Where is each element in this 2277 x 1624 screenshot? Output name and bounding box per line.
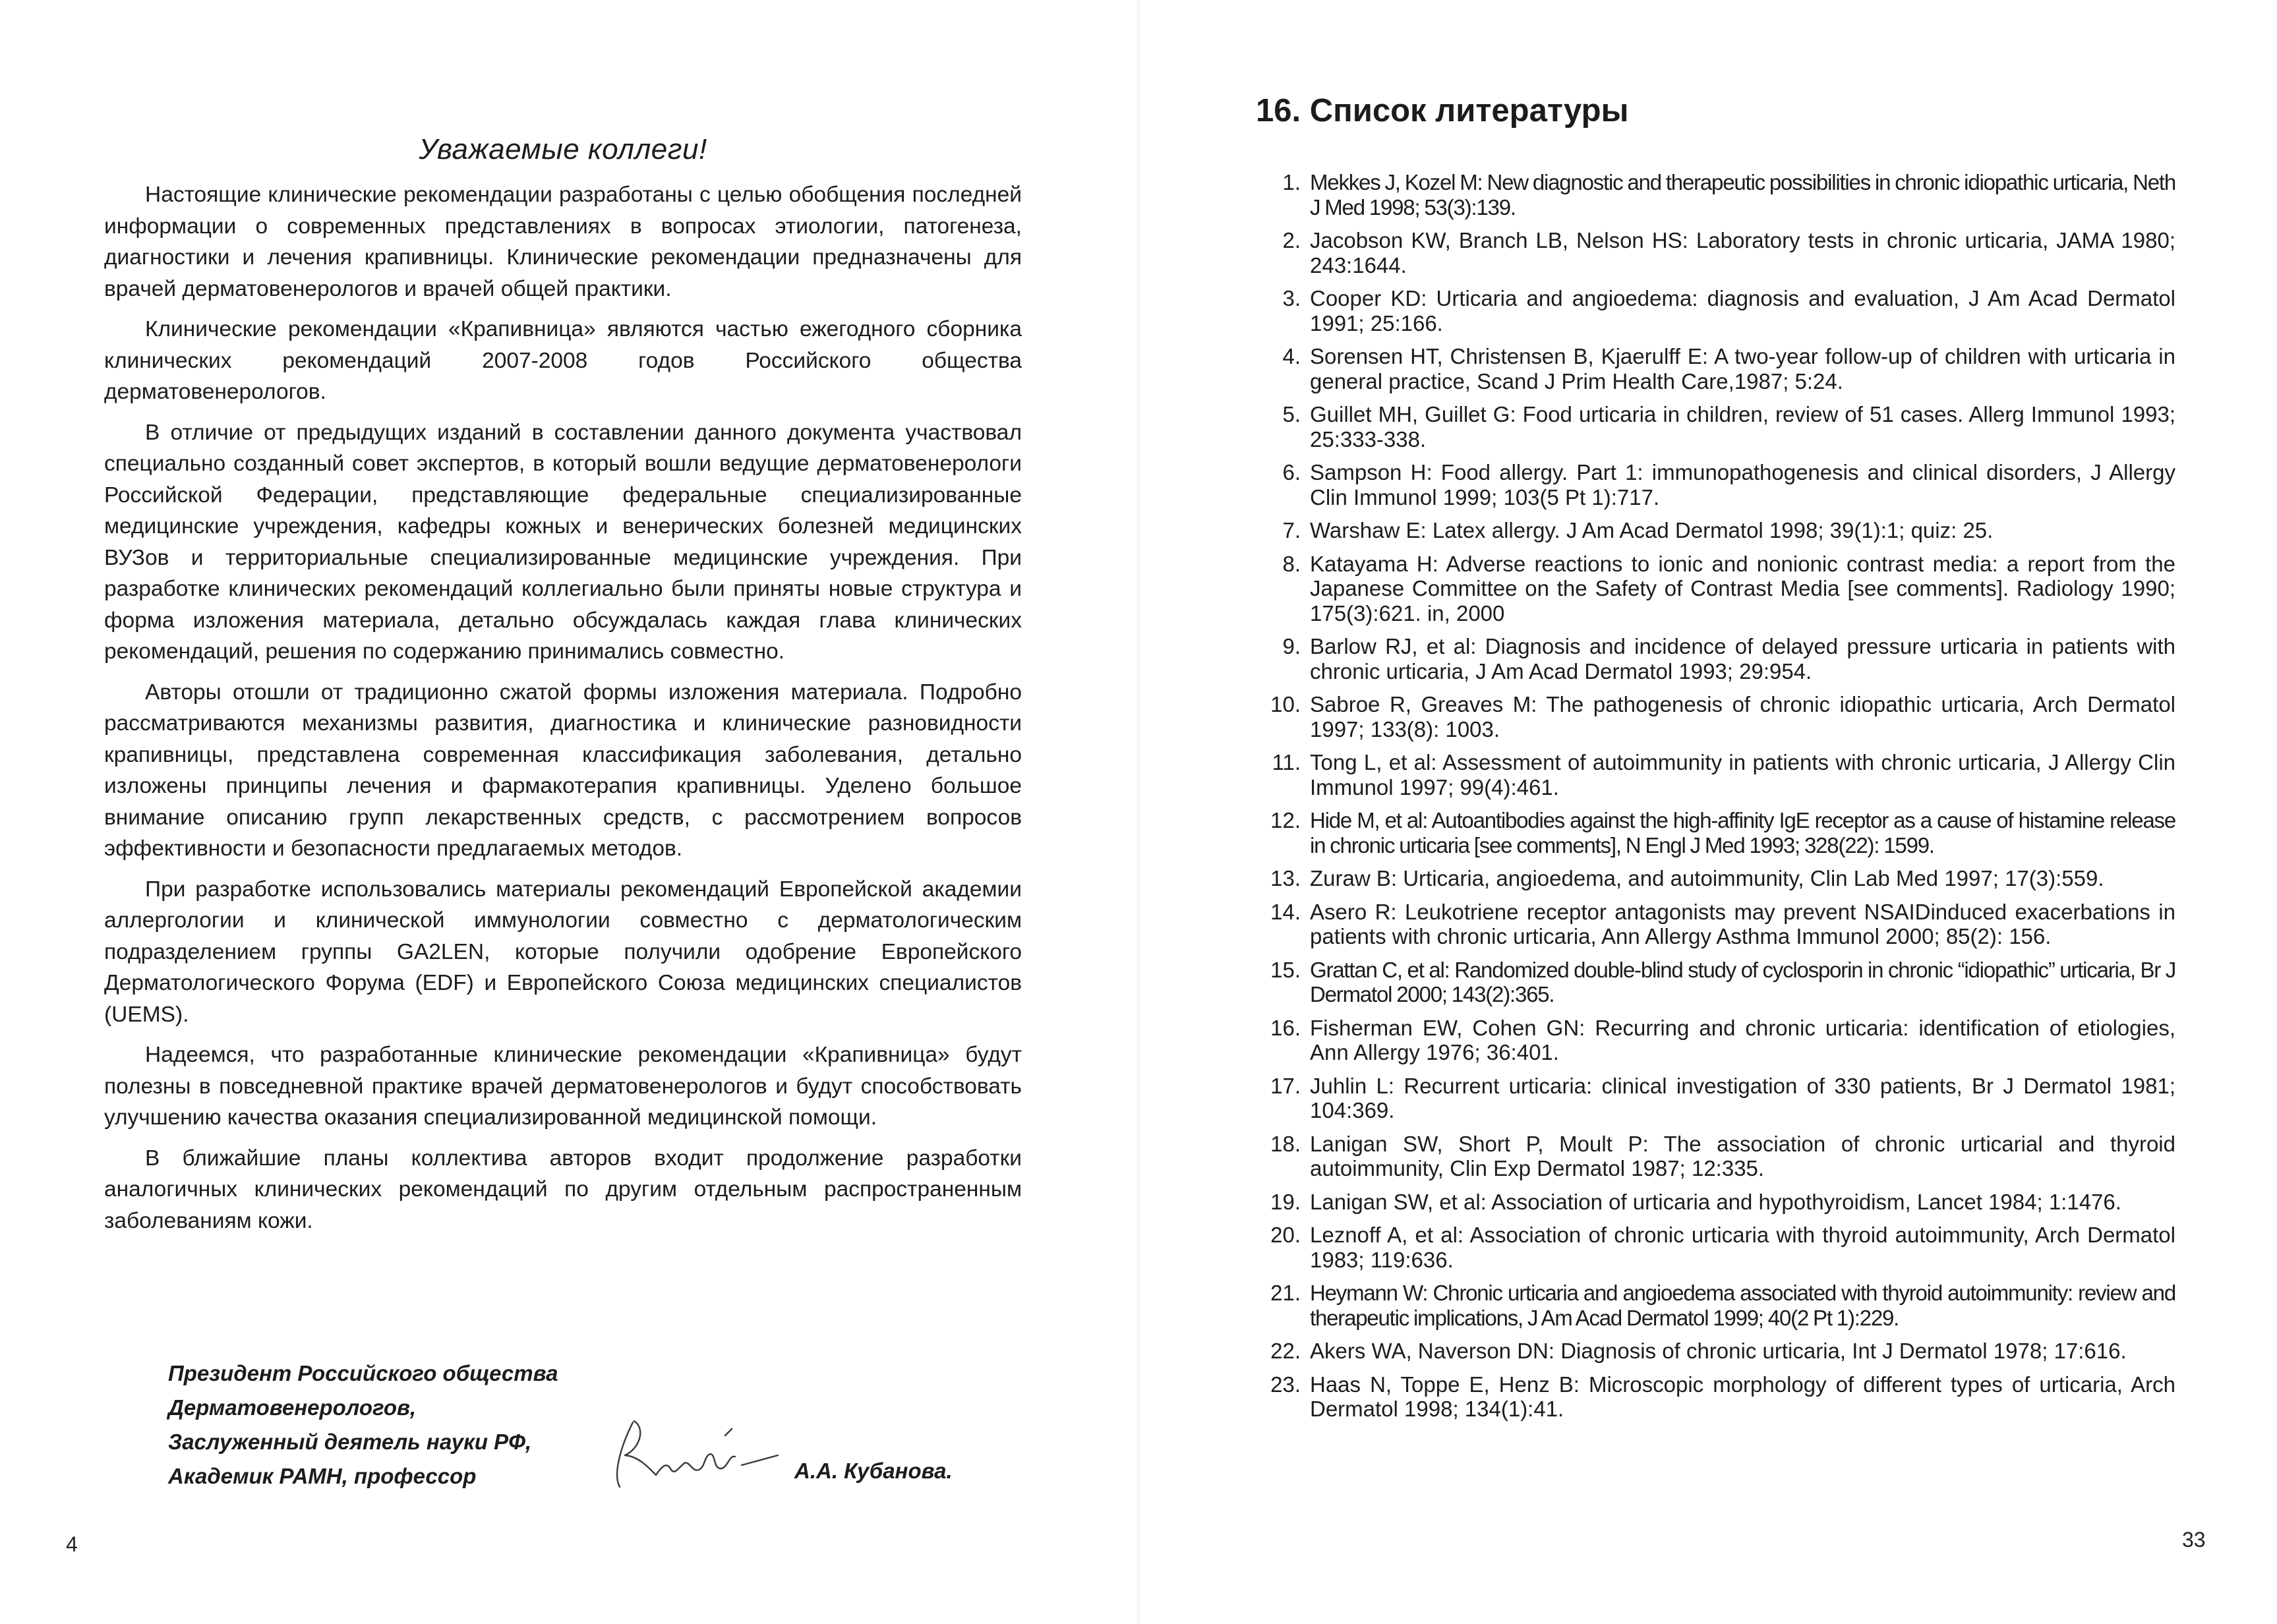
reference-text: Grattan C, et al: Randomized double-blind study of cyclosporin in chronic “idiopathic” urticaria, Br J Dermatol 2000; 143(2):365. <box>1310 957 2175 1006</box>
reference-item <box>1256 552 2175 626</box>
intro-paragraph-2: Клинические рекомендации «Крапивница» являются частью ежегодного сборника клинических рекомендаций 2007-2008 годов Российского общества дерматовенерологов. <box>104 317 1022 404</box>
reference-item <box>1256 1223 2175 1272</box>
reference-text: Fisherman EW, Cohen GN: Recurring and chronic urticaria: identification of etiologies, Ann Allergy 1976; 36:401. <box>1310 1015 2175 1064</box>
reference-item <box>1256 286 2175 335</box>
reference-number: 2. <box>1282 228 1301 252</box>
signatory-title-line: Дерматовенерологов, <box>168 1395 417 1420</box>
reference-number: 22. <box>1270 1339 1301 1363</box>
reference-number: 4. <box>1282 344 1301 368</box>
signatory-name: А.А. Кубанова. <box>794 1459 953 1483</box>
reference-text: Hide M, et al: Autoantibodies against the high-affinity IgE receptor as a cause of histamine release in chronic urticaria [see comments], N Engl J Med 1993; 328(22): 1599. <box>1310 808 2175 857</box>
reference-number: 17. <box>1270 1073 1301 1098</box>
reference-item <box>1256 692 2175 741</box>
reference-number: 21. <box>1270 1281 1301 1305</box>
right-page <box>1256 92 2175 1430</box>
reference-text: Sabroe R, Greaves M: The pathogenesis of chronic idiopathic urticaria, Arch Dermatol 1997; 133(8): 1003. <box>1310 692 2175 741</box>
reference-number: 12. <box>1270 808 1301 832</box>
reference-number: 20. <box>1270 1223 1301 1247</box>
reference-number: 16. <box>1270 1015 1301 1040</box>
reference-item <box>1256 170 2175 219</box>
references-title: 16. Список литературы <box>1256 93 1629 129</box>
reference-item <box>1256 228 2175 277</box>
reference-item <box>1256 958 2175 1007</box>
reference-number: 5. <box>1282 402 1301 426</box>
reference-number: 1. <box>1282 170 1301 194</box>
reference-text: Asero R: Leukotriene receptor antagonists may prevent NSAIDinduced exacerbations in patients with chronic urticaria, Ann Allergy Asthma Immunol 2000; 85(2): 156. <box>1310 899 2175 948</box>
reference-text: Lanigan SW, Short P, Moult P: The association of chronic urticarial and thyroid autoimmunity, Clin Exp Dermatol 1987; 12:335. <box>1310 1131 2175 1180</box>
reference-number: 19. <box>1270 1189 1301 1214</box>
reference-number: 6. <box>1282 460 1301 484</box>
reference-item <box>1256 402 2175 451</box>
reference-text: Heymann W: Chronic urticaria and angioedema associated with thyroid autoimmunity: review and therapeutic implications, J Am Acad Dermatol 1999; 40(2 Pt 1):229. <box>1310 1281 2175 1330</box>
reference-number: 10. <box>1270 692 1301 716</box>
right-page-number: 33 <box>2182 1528 2206 1552</box>
reference-number: 9. <box>1282 634 1301 658</box>
signatory-titles <box>168 1356 558 1494</box>
intro-paragraph-4: Авторы отошли от традиционно сжатой формы изложения материала. Подробно рассматриваются механизмы развития, диагностика и клинические разновидности крапивницы, представлена современная классификация заболевания, детально изложены принципы лечения и фармакотерапия крапивницы. Уделено большое внимание описанию групп лекарственных средств, с рассмотрением вопросов эффективности и безопасности предлагаемых методов. <box>104 680 1022 861</box>
reference-text: Sampson H: Food allergy. Part 1: immunopathogenesis and clinical disorders, J Allergy Clin Immunol 1999; 103(5 Pt 1):717. <box>1310 460 2175 509</box>
reference-number: 7. <box>1282 518 1301 542</box>
reference-number: 3. <box>1282 286 1301 310</box>
reference-number: 18. <box>1270 1131 1301 1156</box>
left-page <box>104 125 1022 1246</box>
intro-paragraph-7: В ближайшие планы коллектива авторов входит продолжение разработки аналогичных клинических рекомендаций по другим отдельным распространенным заболеваниям кожи. <box>104 1146 1022 1233</box>
reference-text: Sorensen HT, Christensen B, Kjaerulff E: A two-year follow-up of children with urticaria in general practice, Scand J Prim Health Care,1987; 5:24. <box>1310 344 2175 393</box>
reference-number: 13. <box>1270 866 1301 890</box>
greeting-heading: Уважаемые коллеги! <box>419 133 707 165</box>
reference-item <box>1256 1372 2175 1422</box>
reference-text: Mekkes J, Kozel M: New diagnostic and therapeutic possibilities in chronic idiopathic urticaria, Neth J Med 1998; 53(3):139. <box>1310 170 2175 219</box>
reference-number: 14. <box>1270 899 1301 924</box>
reference-item <box>1256 750 2175 799</box>
intro-paragraph-6: Надеемся, что разработанные клинические рекомендации «Крапивница» будут полезны в повседневной практике врачей дерматовенерологов и будут способствовать улучшению качества оказания специализированной медицинской помощи. <box>104 1043 1022 1130</box>
intro-paragraph-5: При разработке использовались материалы рекомендаций Европейской академии аллергологии и клинической иммунологии совместно с дерматологическим подразделением группы GA2LEN, которые получили одобрение Европейского Дерматологического Форума (EDF) и Европейского Союза медицинских специалистов (UEMS). <box>104 877 1022 1027</box>
reference-text: Juhlin L: Recurrent urticaria: clinical investigation of 330 patients, Br J Dermatol 1981; 104:369. <box>1310 1073 2175 1122</box>
reference-item <box>1256 1132 2175 1181</box>
reference-item <box>1256 518 2175 543</box>
reference-text: Jacobson KW, Branch LB, Nelson HS: Laboratory tests in chronic urticaria, JAMA 1980; 243:1644. <box>1310 228 2175 277</box>
reference-item <box>1256 1281 2175 1330</box>
reference-text: Haas N, Toppe E, Henz B: Microscopic morphology of different types of urticaria, Arch Dermatol 1998; 134(1):41. <box>1310 1372 2175 1421</box>
reference-item <box>1256 866 2175 891</box>
reference-item <box>1256 808 2175 857</box>
intro-paragraph-1: Настоящие клинические рекомендации разработаны с целью обобщения последней информации о современных представлениях в вопросах этиологии, патогенеза, диагностики и лечения крапивницы. Клинические рекомендации предназначены для врачей дерматовенерологов и врачей общей практики. <box>104 183 1022 301</box>
signatory-title-line: Заслуженный деятель науки РФ, <box>168 1430 532 1454</box>
reference-text: Lanigan SW, et al: Association of urticaria and hypothyroidism, Lancet 1984; 1:1476. <box>1310 1189 2121 1214</box>
references-list <box>1256 170 2175 1422</box>
signature-block <box>168 1356 992 1501</box>
reference-text: Zuraw B: Urticaria, angioedema, and autoimmunity, Clin Lab Med 1997; 17(3):559. <box>1310 866 2104 890</box>
reference-item <box>1256 1016 2175 1065</box>
reference-item <box>1256 1190 2175 1215</box>
reference-item <box>1256 1074 2175 1123</box>
reference-item <box>1256 460 2175 509</box>
reference-number: 11. <box>1272 750 1301 774</box>
intro-paragraph-3: В отличие от предыдущих изданий в составлении данного документа участвовал специально созданный совет экспертов, в который вошли ведущие дерматовенерологи Российской Федерации, представляющие федеральные специализированные медицинские учреждения, кафедры кожных и венерических болезней медицинских ВУЗов и территориальные специализированные медицинские учреждения. При разработке клинических рекомендаций коллегиально были приняты новые структура и форма изложения материала, детально обсуждалась каждая глава клинических рекомендаций, решения по содержанию принимались совместно. <box>104 420 1022 664</box>
reference-text: Cooper KD: Urticaria and angioedema: diagnosis and evaluation, J Am Acad Dermatol 1991; 25:166. <box>1310 286 2175 335</box>
reference-text: Katayama H: Adverse reactions to ionic and nonionic contrast media: a report from the Japanese Committee on the Safety of Contrast Media [see comments]. Radiology 1990; 175(3):621. in, 2000 <box>1310 551 2175 625</box>
signatory-title-line: Президент Российского общества <box>168 1361 558 1385</box>
reference-number: 23. <box>1270 1372 1301 1397</box>
reference-text: Leznoff A, et al: Association of chronic urticaria with thyroid autoimmunity, Arch Dermatol 1983; 119:636. <box>1310 1223 2175 1272</box>
reference-text: Guillet MH, Guillet G: Food urticaria in children, review of 51 cases. Allerg Immunol 1993; 25:333-338. <box>1310 402 2175 451</box>
reference-text: Barlow RJ, et al: Diagnosis and incidence of delayed pressure urticaria in patients with chronic urticaria, J Am Acad Dermatol 1993; 29:954. <box>1310 634 2175 683</box>
page-fold <box>1137 0 1140 1624</box>
reference-item <box>1256 344 2175 393</box>
reference-number: 8. <box>1282 551 1301 576</box>
reference-text: Warshaw E: Latex allergy. J Am Acad Dermatol 1998; 39(1):1; quiz: 25. <box>1310 518 1994 542</box>
signatory-title-line: Академик РАМН, профессор <box>168 1464 477 1488</box>
reference-number: 15. <box>1270 957 1301 982</box>
reference-item <box>1256 900 2175 949</box>
reference-item <box>1256 634 2175 683</box>
reference-item <box>1256 1339 2175 1364</box>
reference-text: Tong L, et al: Assessment of autoimmunity in patients with chronic urticaria, J Allergy Clin Immunol 1997; 99(4):461. <box>1310 750 2175 799</box>
left-page-number: 4 <box>66 1532 78 1556</box>
reference-text: Akers WA, Naverson DN: Diagnosis of chronic urticaria, Int J Dermatol 1978; 17:616. <box>1310 1339 2127 1363</box>
